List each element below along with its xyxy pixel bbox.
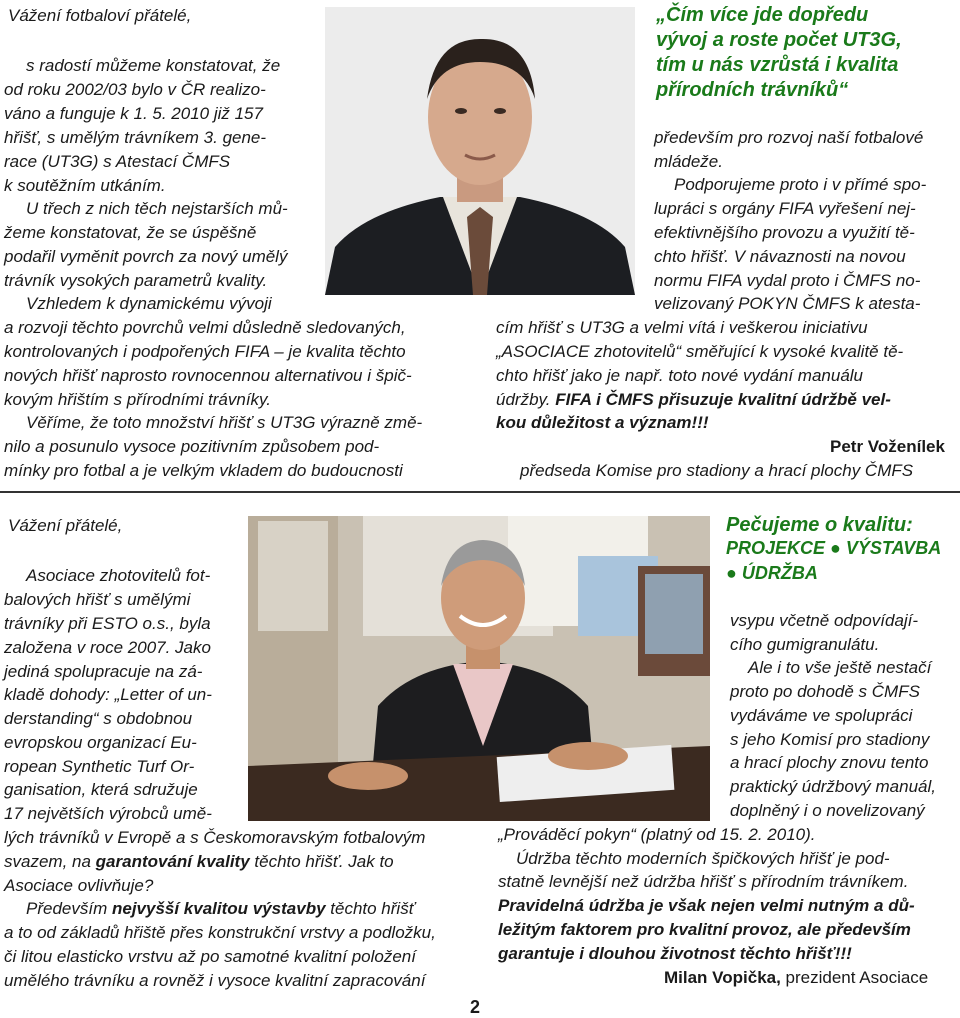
text-line: „Prováděcí pokyn“ (platný od 15. 2. 2010). (498, 825, 816, 844)
text-line: praktický údržbový manuál, (730, 777, 936, 796)
text-line: a hrací plochy znovu tento (730, 753, 929, 772)
pull-quote-line: „Čím více jde dopředu (656, 4, 869, 26)
text-line: kovým hřištím s přírodními trávníky. (4, 390, 272, 409)
signature-role: předseda Komise pro stadiony a hrací plochy ČMFS (520, 461, 914, 480)
text-line: Vzhledem k dynamickému vývoji (26, 294, 272, 313)
text-line: cího gumigranulátu. (730, 635, 880, 654)
emphasis-text: Pravidelná údržba je však nejen velmi nutným a dů- (498, 896, 915, 915)
text-line: doplněný i o novelizovaný (730, 801, 925, 820)
text-line: mládeže. (654, 152, 723, 171)
text-line: ganisation, která sdružuje (4, 780, 198, 799)
text-line: Asociace zhotovitelů fot- (26, 566, 211, 585)
text-line: mínky pro fotbal a je velkým vkladem do budoucnosti (4, 461, 403, 480)
section-subheading: PROJEKCE ● VÝSTAVBA (726, 538, 942, 558)
emphasis-text: ležitým faktorem pro kvalitní provoz, ale především (498, 920, 911, 939)
text-line: proto po dohodě s ČMFS (730, 682, 920, 701)
text-line: chto hřišť. V návaznosti na novou (654, 247, 906, 266)
text-line (4, 852, 394, 872)
text-line: trávníky při ESTO o.s., byla (4, 614, 211, 633)
text-line: založena v roce 2007. Jako (4, 638, 211, 657)
text-fragment: svazem, na (4, 852, 96, 871)
text-line: od roku 2002/03 bylo v ČR realizo- (4, 80, 266, 99)
office-photo-vopicka (248, 516, 710, 821)
text-line: s radostí můžeme konstatovat, že (26, 56, 281, 75)
section-divider (0, 491, 960, 493)
text-line: umělého trávníku a rovněž i vysoce kvalitní zapracování (4, 971, 426, 990)
text-line: kontrolovaných i podpořených FIFA – je kvalita těchto (4, 342, 406, 361)
text-fragment: těchto hřišť (325, 899, 415, 918)
text-line: či litou elasticko vrstvu až po samotné kvalitní položení (4, 947, 416, 966)
text-line: jediná spolupracuje na zá- (4, 662, 203, 681)
text-line: race (UT3G) s Atestací ČMFS (4, 152, 231, 171)
text-line: nilo a posunulo vysoce pozitivním způsobem pod- (4, 437, 380, 456)
text-line: balových hřišť s umělými (4, 590, 191, 609)
text-line: statně levnější než údržba hřišť s přírodním trávníkem. (498, 872, 909, 891)
text-line: Podporujeme proto i v přímé spo- (674, 175, 927, 194)
text-line: evropskou organizací Eu- (4, 733, 197, 752)
text-line: ropean Synthetic Turf Or- (4, 757, 195, 776)
pull-quote-line: přírodních trávníků“ (656, 79, 849, 101)
text-line: váno a funguje k 1. 5. 2010 již 157 (4, 104, 263, 123)
pull-quote-line: vývoj a roste počet UT3G, (656, 29, 902, 51)
text-line: lých trávníků v Evropě a s Českomoravským fotbalovým (4, 828, 426, 847)
text-line: normu FIFA vydal proto i ČMFS no- (654, 271, 921, 290)
text-line: především pro rozvoj naší fotbalové (654, 128, 924, 147)
text-line (26, 899, 415, 919)
pull-quote-line: tím u nás vzrůstá i kvalita (656, 54, 899, 76)
text-line: a rozvoji těchto povrchů velmi důsledně sledovaných, (4, 318, 406, 337)
text-line: chto hřišť jako je např. toto nové vydání manuálu (496, 366, 864, 385)
text-line: nových hřišť naprosto rovnocennou alternativou i špič- (4, 366, 412, 385)
text-line: lupráci s orgány FIFA vyřešení nej- (654, 199, 916, 218)
text-line: s jeho Komisí pro stadiony (730, 730, 930, 749)
section-heading: Pečujeme o kvalitu: (726, 514, 913, 536)
text-line: žeme konstatovat, že se úspěšně (4, 223, 257, 242)
text-line: vydáváme ve spolupráci (730, 706, 913, 725)
text-line: trávník vysokých parametrů kvality. (4, 271, 268, 290)
emphasis-text: garantování kvality (95, 852, 250, 871)
text-line: derstanding“ s obdobnou (4, 709, 193, 728)
text-line: 17 největších výrobců umě- (4, 804, 212, 823)
text-line: Údržba těchto moderních špičkových hřišť je pod- (516, 849, 890, 868)
text-line: cím hřišť s UT3G a velmi vítá i veškerou iniciativu (496, 318, 868, 337)
greeting-bottom: Vážení přátelé, (8, 516, 123, 535)
text-line: kladě dohody: „Letter of un- (4, 685, 212, 704)
signature-line (664, 968, 928, 988)
text-line: „ASOCIACE zhotovitelů“ směřující k vysoké kvalitě tě- (496, 342, 904, 361)
text-line: vsypu včetně odpovídají- (730, 611, 919, 630)
text-line: efektivnějšího provozu a využití tě- (654, 223, 915, 242)
text-fragment: údržby. (496, 390, 551, 409)
text-line: podařil vyměnit povrch za nový umělý (4, 247, 288, 266)
emphasis-text: FIFA i ČMFS přisuzuje kvalitní údržbě vel- (555, 390, 891, 409)
section-subheading: ● ÚDRŽBA (726, 563, 818, 583)
text-fragment: těchto hřišť. Jak to (249, 852, 394, 871)
emphasis-text: nejvyšší kvalitou výstavby (111, 899, 326, 918)
emphasis-text: garantuje i dlouhou životnost těchto hřišť!!! (498, 944, 852, 963)
text-line: Ale i to vše ještě nestačí (748, 658, 932, 677)
text-line: velizovaný POKYN ČMFS k atesta- (654, 294, 921, 313)
text-fragment: Především (26, 899, 112, 918)
text-line: a to od základů hřiště přes konstrukční vrstvy a podložku, (4, 923, 436, 942)
text-line: Věříme, že toto množství hřišť s UT3G výrazně změ- (26, 413, 423, 432)
text-line: Asociace ovlivňuje? (4, 876, 154, 895)
page-number: 2 (470, 997, 481, 1017)
portrait-photo-vozenilek (325, 7, 635, 295)
emphasis-text: kou důležitost a význam!!! (496, 413, 709, 432)
text-line: U třech z nich těch nejstarších mů- (26, 199, 288, 218)
text-line: hřišť, s umělým trávníkem 3. gene- (4, 128, 267, 147)
text-line (496, 390, 891, 410)
signature-name: Petr Voženílek (830, 437, 945, 456)
signature-name: Milan Vopička, (664, 968, 781, 987)
signature-role: prezident Asociace (780, 968, 929, 987)
greeting-top: Vážení fotbaloví přátelé, (8, 6, 192, 25)
text-line: k soutěžním utkáním. (4, 176, 166, 195)
